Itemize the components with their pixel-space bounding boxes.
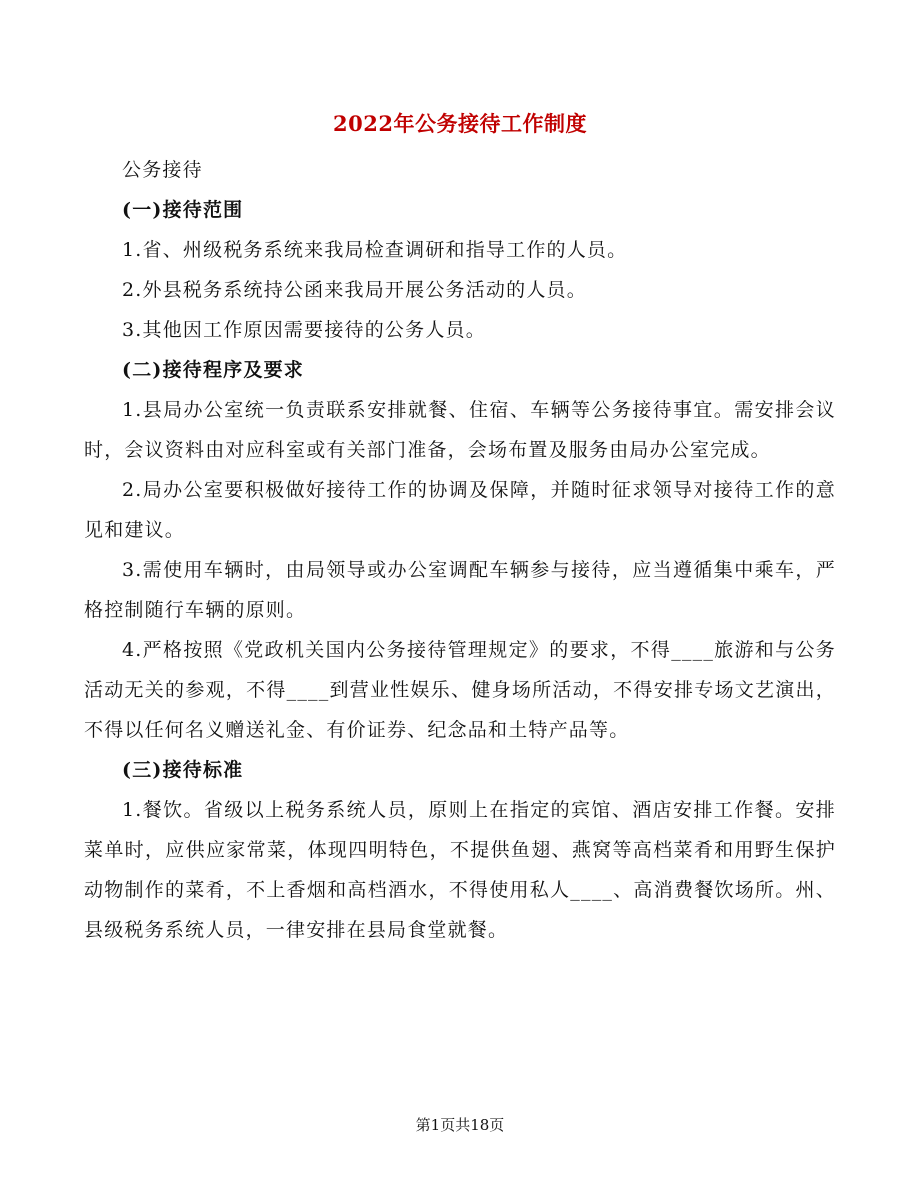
scope-item-2: 2.外县税务系统持公函来我局开展公务活动的人员。: [122, 279, 587, 301]
section-heading-standard: (三)接待标准: [122, 759, 244, 781]
scope-item-3: 3.其他因工作原因需要接待的公务人员。: [122, 319, 486, 341]
section-heading-procedure: (二)接待程序及要求: [122, 359, 304, 381]
document-body: [84, 150, 836, 950]
intro-text: 公务接待: [122, 159, 203, 181]
page-number-footer: 第1页共18页: [415, 1116, 505, 1134]
procedure-item-3: 3.需使用车辆时，由局领导或办公室调配车辆参与接待，应当遵循集中乘车，严格控制随行车辆的原则。: [84, 559, 836, 621]
scope-item-1: 1.省、州级税务系统来我局检查调研和指导工作的人员。: [122, 239, 628, 261]
standard-item-1: 1.餐饮。省级以上税务系统人员，原则上在指定的宾馆、酒店安排工作餐。安排菜单时，应供应家常菜，体现四明特色，不提供鱼翅、燕窝等高档菜肴和用野生保护动物制作的菜肴，不上香烟和高档酒水，不得使用私人____、高消费餐饮场所。州、县级税务系统人员，一律安排在县局食堂就餐。: [84, 799, 836, 941]
section-heading-scope: (一)接待范围: [122, 199, 244, 221]
procedure-item-4: 4.严格按照《党政机关国内公务接待管理规定》的要求，不得____旅游和与公务活动无关的参观，不得____到营业性娱乐、健身场所活动，不得安排专场文艺演出，不得以任何名义赠送礼金、有价证券、纪念品和土特产品等。: [84, 639, 836, 741]
procedure-item-2: 2.局办公室要积极做好接待工作的协调及保障，并随时征求领导对接待工作的意见和建议。: [84, 479, 836, 541]
document-title: 2022年公务接待工作制度: [333, 111, 587, 136]
procedure-item-1: 1.县局办公室统一负责联系安排就餐、住宿、车辆等公务接待事宜。需安排会议时，会议资料由对应科室或有关部门准备，会场布置及服务由局办公室完成。: [84, 399, 836, 461]
